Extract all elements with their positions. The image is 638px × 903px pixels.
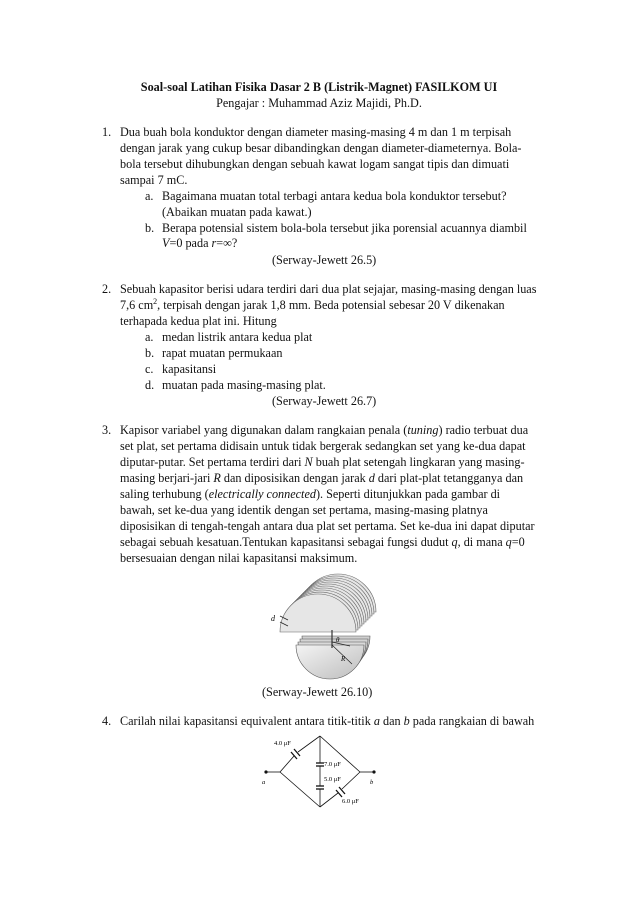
page-subtitle: Pengajar : Muhammad Aziz Majidi, Ph.D. [216, 96, 422, 110]
question-text: bawah, set ke-dua yang identik dengan set pertama, masing-masing platnya [120, 503, 488, 517]
subitem-label: c. [145, 362, 154, 376]
variable-capacitor-figure [262, 572, 382, 682]
reference: (Serway-Jewett 26.7) [272, 394, 377, 408]
question-text: masing berjari-jari R dan diposisikan dengan jarak d dari plat-plat tetangganya dan [120, 471, 524, 485]
subitem-text: medan listrik antara kedua plat [162, 330, 313, 344]
question-text: Dua buah bola konduktor dengan diameter masing-masing 4 m dan 1 m terpisah [120, 125, 512, 139]
reference: (Serway-Jewett 26.10) [262, 685, 373, 699]
subitem-text: rapat muatan permukaan [162, 346, 283, 360]
question-number: 4. [102, 714, 112, 728]
subitem-label: b. [145, 221, 155, 235]
label-5uF: 5.0 μF [324, 776, 341, 783]
question-text: saling terhubung (electrically connected). Seperti ditunjukkan pada gambar di [120, 487, 501, 501]
label-7uF: 7.0 μF [324, 761, 341, 768]
subitem-text: kapasitansi [162, 362, 217, 376]
question-text: 7,6 $cm^2$, terpisah dengan jarak 1,8 mm. Beda potensial sebesar 20 V dikenakan [120, 296, 505, 312]
subitem-text: Berapa potensial sistem bola-bola tersebut jika porensial acuannya diambil [162, 221, 527, 235]
subitem-label: b. [145, 346, 155, 360]
subitem-label: a. [145, 330, 154, 344]
question-text: Kapisor variabel yang digunakan dalam rangkaian penala (tuning) radio terbuat dua [120, 423, 529, 437]
label-4uF: 4.0 μF [274, 740, 291, 747]
reference: (Serway-Jewett 26.5) [272, 253, 377, 267]
question-text: Carilah nilai kapasitansi equivalent antara titik-titik a dan b pada rangkaian di bawah [120, 714, 535, 728]
subitem-text: muatan pada masing-masing plat. [162, 378, 326, 392]
capacitor-circuit [258, 733, 388, 808]
subitem-text: (Abaikan muatan pada kawat.) [162, 205, 312, 219]
subitem-text: V=0 pada r=∞? [162, 236, 238, 250]
question-text: diposisikan di tengah-tengah antara dua plat set pertama. Set ke-dua ini dapat diputar [120, 519, 535, 533]
fixed-plates [280, 574, 376, 632]
question-text: set plat, set pertama didisain untuk tidak bergerak sedangkan set yang ke-dua dapat [120, 439, 526, 453]
question-text: bersesuaian dengan nilai kapasitansi maksimum. [120, 551, 358, 565]
terminal-a [264, 770, 267, 773]
label-d: d [271, 614, 275, 623]
page-title: Soal-soal Latihan Fisika Dasar 2 B (Listrik-Magnet) FASILKOM UI [140, 80, 498, 94]
subitem-text: Bagaimana muatan total terbagi antara kedua bola konduktor tersebut? [162, 189, 507, 203]
terminal-b [372, 770, 375, 773]
label-a: a [262, 779, 266, 786]
question-number: 1. [102, 125, 112, 139]
question-number: 3. [102, 423, 112, 437]
label-b: b [370, 779, 374, 786]
question-text: diputar-putar. Set pertama terdiri dari N buah plat setengah lingkaran yang masing- [120, 455, 525, 469]
question-text: sampai 7 mC. [120, 173, 188, 187]
label-6uF: 6.0 μF [342, 798, 359, 805]
question-text: sebagai sebuah kesatuan.Tentukan kapasitansi sebagai fungsi dudut q, di mana q=0 [120, 535, 525, 549]
question-text: bola tersebut dihubungkan dengan sebuah kawat logam sangat tipis dan dimuati [120, 157, 510, 171]
subitem-label: a. [145, 189, 154, 203]
question-number: 2. [102, 282, 112, 296]
question-text: Sebuah kapasitor berisi udara terdiri dari dua plat sejajar, masing-masing dengan luas [120, 282, 537, 296]
question-text: dengan jarak yang cukup besar dibandingkan dengan diameter-diameternya. Bola- [120, 141, 522, 155]
question-text: terhapada kedua plat ini. Hitung [120, 314, 277, 328]
label-R: R [341, 655, 346, 663]
subitem-label: d. [145, 378, 155, 392]
label-theta: θ [336, 636, 340, 644]
